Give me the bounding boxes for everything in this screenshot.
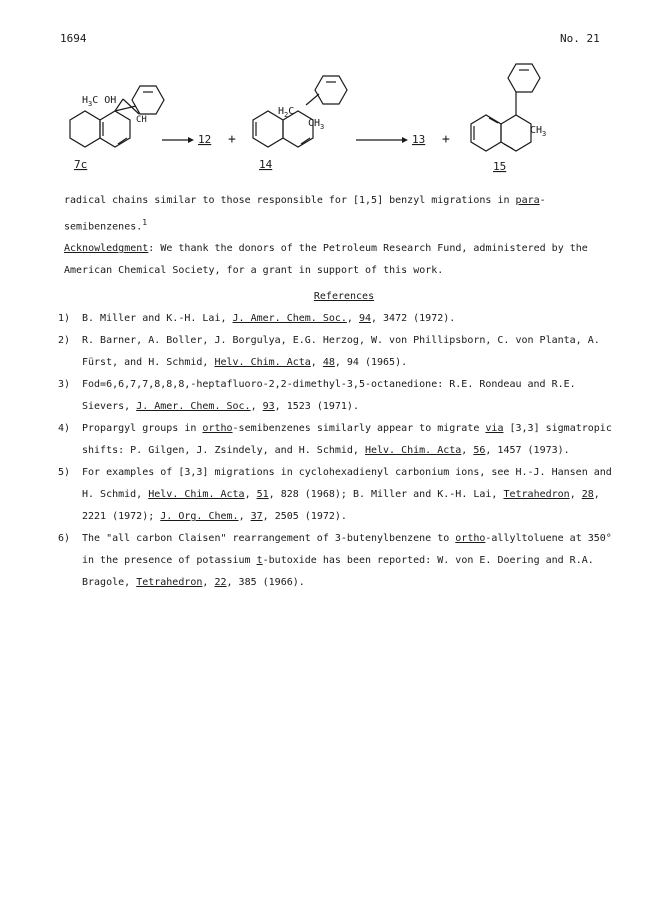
plus-sign: + (228, 132, 236, 147)
footnote-marker: 1 (142, 218, 148, 227)
reference-2: 2) R. Barner, A. Boller, J. Borgulya, E.G. Herzog, W. von Phillipsborn, C. von Planta, A. Fürst, and H. Schmid, Helv. Chim. Acta, 48, 94 (1965). (58, 335, 600, 369)
acknowledgment: Acknowledgment: We thank the donors of the Petroleum Research Fund, administered by the American Chemical Society, for a grant in support of this work. (64, 243, 588, 277)
compound-label-7c: 7c (74, 158, 88, 171)
body-text (58, 190, 624, 594)
c14-ch3: $CH_3$ (308, 118, 325, 131)
journal-issue-number: No. 21 (560, 32, 600, 45)
reference-4: 4) Propargyl groups in ortho-semibenzenes similarly appear to migrate via [3,3] sigmatropic shifts: P. Gilgen, J. Zsindely, and H. Schmid, Helv. Chim. Acta, 56, 1457 (1973). (58, 423, 612, 457)
reference-5: 5) For examples of [3,3] migrations in cyclohexadienyl carbonium ions, see H.-J. Hansen and H. Schmid, Helv. Chim. Acta, 51, 828 (1968); B. Miller and K.-H. Lai, Tetrahedron, 28, 2221 (1972); J. Org. Chem., 37, 2505 (1972). (58, 467, 612, 523)
compound-label-15: 15 (493, 160, 507, 173)
reference-1: 1) B. Miller and K.-H. Lai, J. Amer. Chem. Soc., 94, 3472 (1972). (58, 313, 456, 325)
references-heading: References (313, 291, 375, 303)
reference-6: 6) The "all carbon Claisen" rearrangement of 3-butenylbenzene to ortho-allyltoluene at 350° in the presence of potassium t-butoxide has been reported: W. von E. Doering and R.A. Bragole, Tetrahedron, 22, 385 (1966). (58, 533, 612, 589)
paragraph-radical-chains: radical chains similar to those responsible for [1,5] benzyl migrations in para-semibenzenes.$^1$ (64, 195, 546, 233)
c7c-ch2: CH (136, 115, 147, 125)
reference-3: 3) Fod=6,6,7,7,8,8,8,-heptafluoro-2,2-dimethyl-3,5-octanedione: R.E. Rondeau and R.E. Sievers, J. Amer. Chem. Soc., 93, 1523 (1971). (58, 379, 576, 413)
acknowledgment-label: Acknowledgment (64, 243, 149, 255)
structure-15 (471, 64, 540, 151)
c7c-h3c-oh: $H_3C$ OH (82, 95, 117, 108)
para-term: para (515, 195, 540, 206)
c14-h2c: $H_2C$ (278, 106, 295, 119)
reaction-scheme (40, 60, 640, 185)
c15-ch3: $CH_3$ (530, 125, 547, 138)
product-12: 12 (198, 133, 212, 146)
compound-label-14: 14 (259, 158, 273, 171)
product-13: 13 (412, 133, 426, 146)
plus-sign-2: + (442, 132, 450, 147)
page-number: 1694 (60, 32, 87, 45)
structure-14 (253, 76, 347, 147)
